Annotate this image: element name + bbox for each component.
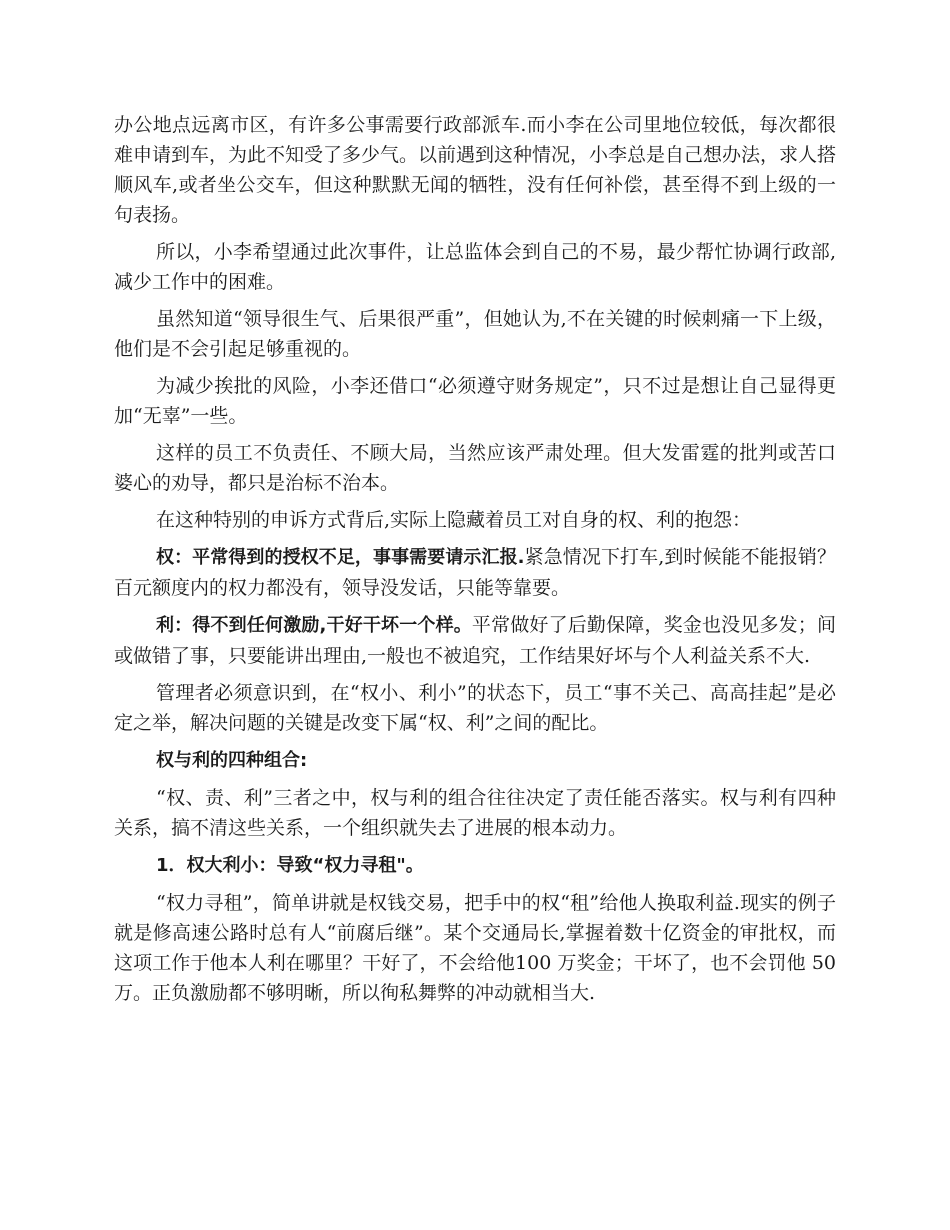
paragraph: [114, 610, 836, 671]
paragraph: [114, 438, 836, 498]
section-heading: [114, 745, 836, 776]
paragraph-lead-bold: 利：得不到任何激励,干好干坏一个样。: [156, 615, 472, 636]
paragraph: [114, 678, 836, 738]
paragraph-text: “权力寻租”，简单讲就是权钱交易，把手中的权“租”给他人换取利益.现实的例子就是修高速公路时总有人“前腐后继”。某个交通局长,掌握着数十亿资金的审批权，而这项工作于他本人利在哪里？干好了，不会给他100 万奖金；干坏了，也不会罚他 50 万。正负激励都不够明晰，所以徇私舞弊的冲动就相当大.: [114, 892, 836, 1004]
paragraph-lead-bold: 权：平常得到的授权不足，事事需要请示汇报.: [156, 547, 525, 568]
paragraph: [114, 888, 836, 1008]
document-body: [114, 110, 836, 1015]
section-heading-text: 权与利的四种组合:: [156, 750, 308, 771]
paragraph-text: 虽然知道“领导很生气、后果很严重”，但她认为,不在关键的时候刺痛一下上级，他们是不会引起足够重视的。: [114, 308, 836, 360]
paragraph: [114, 505, 836, 535]
paragraph-text: 办公地点远离市区，有许多公事需要行政部派车.而小李在公司里地位较低，每次都很难申请到车，为此不知受了多少气。以前遇到这种情况，小李总是自己想办法，求人搭顺风车,或者坐公交车，但这种默默无闻的牺牲，没有任何补偿，甚至得不到上级的一句表扬。: [114, 114, 837, 226]
paragraph-text: 平常做好了后勤保障，奖金也没见多发；间或做错了事，只要能讲出理由,一般也不被追究，工作结果好坏与个人利益关系不大.: [114, 614, 836, 667]
paragraph-text: 在这种特别的申诉方式背后,实际上隐藏着员工对自身的权、利的抱怨：: [156, 509, 752, 531]
paragraph-text: 这样的员工不负责任、不顾大局，当然应该严肃处理。但大发雷霆的批判或苦口婆心的劝导，都只是治标不治本。: [114, 442, 836, 494]
paragraph: [114, 237, 836, 297]
paragraph: [114, 542, 836, 603]
paragraph: [114, 371, 836, 431]
paragraph-text: 管理者必须意识到，在“权小、利小”的状态下，员工“事不关己、高高挂起”是必定之举，解决问题的关键是改变下属“权、利”之间的配比。: [114, 682, 836, 734]
subsection-heading: [114, 850, 836, 881]
paragraph-text: 紧急情况下打车,到时候能不能报销？百元额度内的权力都没有，领导没发话，只能等靠要。: [114, 546, 837, 599]
paragraph-text: 为减少挨批的风险，小李还借口“必须遵守财务规定”，只不过是想让自己显得更加“无辜”一些。: [114, 375, 836, 427]
paragraph-text: “权、责、利”三者之中，权与利的组合往往决定了责任能否落实。权与利有四种关系，搞不清这些关系，一个组织就失去了进展的根本动力。: [114, 787, 836, 839]
paragraph: [114, 304, 836, 364]
paragraph-text: 所以，小李希望通过此次事件，让总监体会到自己的不易，最少帮忙协调行政部,减少工作中的困难。: [114, 241, 836, 293]
subsection-heading-text: 1．权大利小：导致“权力寻租"。: [156, 855, 424, 876]
paragraph: [114, 783, 836, 843]
paragraph: [114, 110, 836, 230]
